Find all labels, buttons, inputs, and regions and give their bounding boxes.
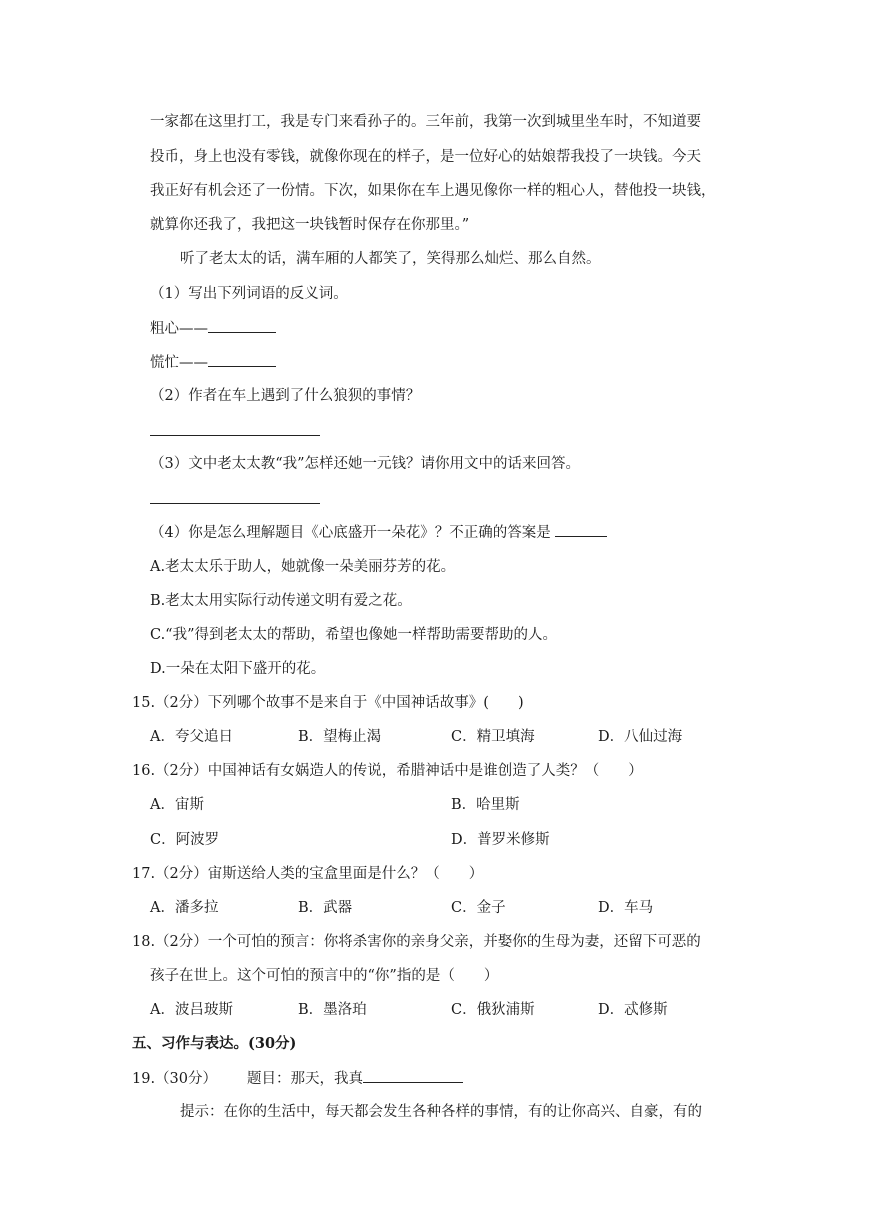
q15-option-c: C．精卫填海	[451, 729, 535, 745]
answer-blank[interactable]	[208, 318, 276, 333]
q19-row	[132, 1068, 463, 1089]
q14-option-b: B.老太太用实际行动传递文明有爱之花。	[150, 593, 412, 609]
q15-stem: 15.（2分）下列哪个故事不是来自于《中国神话故事》( )	[132, 695, 524, 711]
q14-word2: 慌忙——	[150, 355, 208, 371]
q14-sub2: （2）作者在车上遇到了什么狼狈的事情？	[150, 388, 421, 404]
answer-blank[interactable]	[363, 1068, 463, 1083]
q14-option-a: A.老太太乐于助人，她就像一朵美丽芬芳的花。	[150, 559, 456, 575]
q15-option-d: D．八仙过海	[598, 729, 683, 745]
q18-stem-line2: 孩子在世上。这个可怕的预言中的“你”指的是（ ）	[150, 968, 499, 984]
passage-closing: 听了老太太的话，满车厢的人都笑了，笑得那么灿烂、那么自然。	[180, 251, 601, 267]
q17-stem: 17.（2分）宙斯送给人类的宝盒里面是什么？（ ）	[132, 866, 484, 882]
q18-option-b: B．墨洛珀	[298, 1002, 367, 1018]
passage-line: 一家都在这里打工，我是专门来看孙子的。三年前，我第一次到城里坐车时，不知道要	[150, 114, 701, 130]
section-heading: 五、习作与表达。(30分)	[132, 1035, 297, 1052]
q14-word1-row	[150, 318, 276, 339]
q14-word1: 粗心——	[150, 321, 208, 337]
q14-word2-row	[150, 352, 276, 373]
q17-option-c: C．金子	[451, 900, 506, 916]
answer-line[interactable]	[150, 503, 320, 504]
q14-sub1: （1）写出下列词语的反义词。	[150, 286, 348, 302]
q14-option-d: D.一朵在太阳下盛开的花。	[150, 661, 326, 677]
q14-sub3: （3）文中老太太教“我”怎样还她一元钱？请你用文中的话来回答。	[150, 456, 581, 472]
answer-blank[interactable]	[555, 522, 607, 537]
q16-stem: 16.（2分）中国神话有女娲造人的传说，希腊神话中是谁创造了人类？（ ）	[132, 763, 643, 779]
q16-option-d: D．普罗米修斯	[451, 832, 550, 848]
q19-stem: 19.（30分）	[132, 1071, 218, 1087]
q17-option-d: D．车马	[598, 900, 654, 916]
q17-option-b: B．武器	[298, 900, 353, 916]
q18-option-a: A．波吕玻斯	[150, 1002, 233, 1018]
q19-hint: 提示：在你的生活中，每天都会发生各种各样的事情，有的让你高兴、自豪，有的	[180, 1104, 702, 1120]
q15-option-a: A．夸父追日	[150, 729, 233, 745]
q19-title: 题目：那天，我真	[247, 1071, 364, 1087]
q18-option-c: C．俄狄浦斯	[451, 1002, 535, 1018]
q16-option-b: B．哈里斯	[451, 797, 520, 813]
answer-line[interactable]	[150, 435, 320, 436]
answer-blank[interactable]	[208, 352, 276, 367]
q14-sub4-row	[150, 522, 607, 543]
q14-sub4: （4）你是怎么理解题目《心底盛开一朵花》？不正确的答案是	[150, 525, 551, 541]
q14-option-c: C.“我”得到老太太的帮助，希望也像她一样帮助需要帮助的人。	[150, 627, 558, 643]
passage-line: 我正好有机会还了一份情。下次，如果你在车上遇见像你一样的粗心人，替他投一块钱，	[150, 183, 716, 199]
q16-option-a: A．宙斯	[150, 797, 204, 813]
q18-stem-line1: 18.（2分）一个可怕的预言：你将杀害你的亲身父亲，并娶你的生母为妻，还留下可恶的	[132, 934, 701, 950]
passage-line: 就算你还我了，我把这一块钱暂时保存在你那里。”	[150, 217, 470, 233]
q15-option-b: B．望梅止渴	[298, 729, 382, 745]
q16-option-c: C．阿波罗	[150, 832, 220, 848]
q18-option-d: D．忒修斯	[598, 1002, 668, 1018]
passage-line: 投币，身上也没有零钱，就像你现在的样子，是一位好心的姑娘帮我投了一块钱。今天	[150, 149, 701, 165]
q17-option-a: A．潘多拉	[150, 900, 219, 916]
